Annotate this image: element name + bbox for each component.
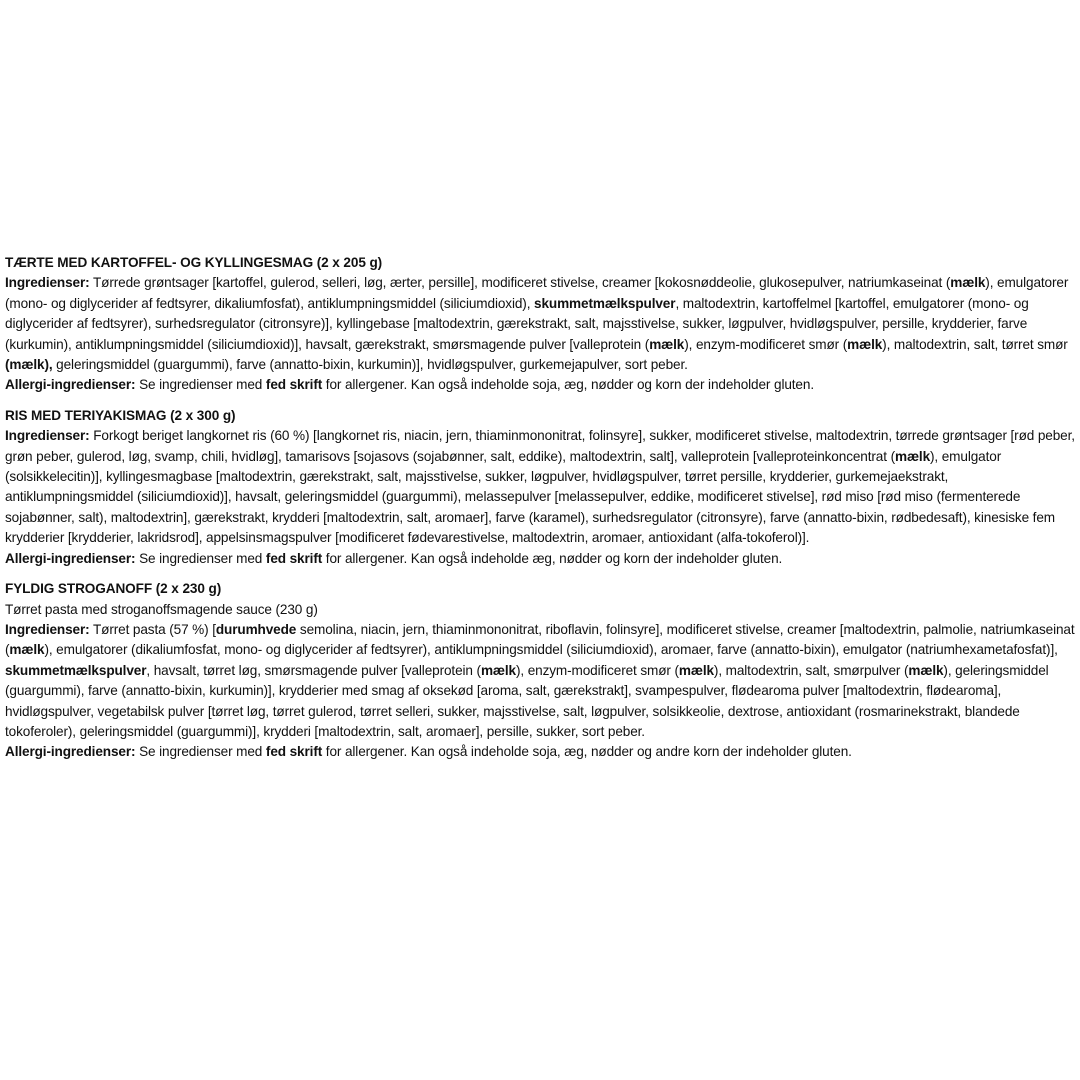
ingredients-label: Ingredienser: <box>5 428 90 444</box>
section-title: FYLDIG STROGANOFF (2 x 230 g) <box>5 581 222 597</box>
ingredients-text <box>5 275 1068 372</box>
text-segment: , maltodextrin, kartoffelmel [kartoffel, emulgatorer (mono- og diglycerider af fedtsyrer), surhedsregulator (citronsyre)], kyllingebase [maltodextrin, gærekstrakt, salt, majsstivelse, sukker, løgpulver, hvidløgspulver, persille, krydderier, farve (kurkumin), antiklumpningsmiddel (siliciumdioxid)], havsalt, gærekstrakt, smørsmagende pulver [valleprotein ( <box>5 295 1029 352</box>
ingredients-document <box>5 253 1075 763</box>
product-section-stroganoff <box>5 579 1075 763</box>
text-segment: ), enzym-modificeret smør ( <box>515 662 679 678</box>
text-segment: for allergener. Kan også indeholde soja, æg, nødder og andre korn der indeholder gluten. <box>322 744 852 760</box>
ingredients-paragraph <box>5 426 1075 548</box>
text-segment: for allergener. Kan også indeholde æg, nødder og korn der indeholder gluten. <box>322 550 783 566</box>
text-segment: ), emulgator (solsikkelecitin)], kyllingesmagbase [maltodextrin, gærekstrakt, salt, majsstivelse, sukker, løgpulver, hvidløgspulver, tørret persille, krydderier, gurkemejaekstrakt, antiklumpningsmiddel (siliciumdioxid)], havsalt, geleringsmiddel (guargummi), melassepulver [melassepulver, eddike, modificeret stivelse], rød miso [rød miso (fermenterede sojabønner, salt), maltodextrin], gærekstrakt, krydderi [maltodextrin, salt, aromaer], farve (karamel), surhedsregulator (citronsyre), farve (annatto-bixin, rødbedesaft), kinesiske fem krydderier [krydderier, lakridsrod], appelsinsmagspulver [modificeret fødevarestivelse, maltodextrin, aromaer, antioxidant (alfa-tokoferol)]. <box>5 448 1055 546</box>
allergen-paragraph <box>5 549 1075 569</box>
ingredients-text <box>5 428 1075 545</box>
ingredients-label: Ingredienser: <box>5 621 90 637</box>
allergen-text <box>135 377 814 392</box>
text-segment: Se ingredienser med <box>135 550 266 566</box>
allergen-highlight: mælk <box>894 448 931 464</box>
allergen-label: Allergi-ingredienser: <box>5 377 136 393</box>
text-segment: , havsalt, tørret løg, smørsmagende pulver [valleprotein ( <box>146 662 481 678</box>
text-segment: Se ingredienser med <box>135 744 266 760</box>
allergen-highlight: mælk <box>847 336 883 352</box>
ingredients-label: Ingredienser: <box>5 275 90 291</box>
allergen-paragraph <box>5 375 1075 395</box>
text-segment: ), geleringsmiddel (guargummi), farve (annatto-bixin, kurkumin)], krydderier med smag af oksekød [aroma, salt, gærekstrakt], svampespulver, flødearoma pulver [maltodextrin, flødearoma], hvidløgspulver, vegetabilsk pulver [tørret løg, tørret gulerod, tørret selleri, sukker, majsstivelse, salt, løgpulver, solsikkeolie, dextrose, antioxidant (rosmarinekstrakt, blandede tokoferoler), geleringsmiddel (guargummi)], krydderi [maltodextrin, salt, aromaer], persille, sukker, sort peber. <box>5 662 1049 739</box>
text-segment: ), maltodextrin, salt, smørpulver ( <box>713 662 909 678</box>
allergen-highlight: durumhvede <box>215 621 297 637</box>
allergen-highlight: fed skrift <box>265 377 323 393</box>
text-segment: ), emulgatorer (mono- og diglycerider af fedtsyrer, dikaliumfosfat), antiklumpningsmiddel (siliciumdioxid), <box>5 275 1069 311</box>
text-segment: for allergener. Kan også indeholde soja, æg, nødder og korn der indeholder gluten. <box>322 377 814 393</box>
allergen-highlight: mælk <box>678 662 714 678</box>
ingredients-text <box>5 622 1075 739</box>
allergen-highlight: skummetmælkspulver <box>534 295 676 311</box>
allergen-highlight: mælk <box>950 275 986 291</box>
text-segment: geleringsmiddel (guargummi), farve (annatto-bixin, kurkumin)], hvidløgspulver, gurkemejapulver, sort peber. <box>52 357 688 373</box>
text-segment: ), maltodextrin, salt, tørret smør <box>882 336 1068 352</box>
section-title: RIS MED TERIYAKISMAG (2 x 300 g) <box>5 407 236 423</box>
text-segment: Forkogt beriget langkornet ris (60 %) [langkornet ris, niacin, jern, thiaminmononitrat, folinsyre], sukker, modificeret stivelse, maltodextrin, tørrede grøntsager [rød peber, grøn peber, gulerod, løg, svamp, chili, hvidløg], tamarisovs [sojasovs (sojabønner, salt, eddike), maltodextrin, salt], valleprotein [valleproteinkoncentrat ( <box>5 428 1075 464</box>
ingredients-paragraph <box>5 620 1075 742</box>
text-segment: Se ingredienser med <box>135 377 266 393</box>
allergen-highlight: (mælk), <box>5 357 53 373</box>
allergen-highlight: mælk <box>9 642 45 658</box>
allergen-label: Allergi-ingredienser: <box>5 550 136 566</box>
allergen-text <box>135 551 782 566</box>
allergen-text <box>135 744 851 759</box>
text-segment: ), emulgatorer (dikaliumfosfat, mono- og diglycerider af fedtsyrer), antiklumpningsmiddel (siliciumdioxid), aromaer, farve (annatto-bixin), emulgator (natriumhexametafosfat)], <box>44 642 1058 658</box>
allergen-highlight: mælk <box>480 662 516 678</box>
allergen-highlight: mælk <box>649 336 685 352</box>
text-segment: Tørrede grøntsager [kartoffel, gulerod, selleri, løg, ærter, persille], modificeret stivelse, creamer [kokosnøddeolie, glukosepulver, natriumkaseinat ( <box>89 275 951 291</box>
text-segment: ), enzym-modificeret smør ( <box>684 336 848 352</box>
ingredients-paragraph <box>5 273 1075 375</box>
allergen-highlight: mælk <box>908 662 944 678</box>
text-segment: semolina, niacin, jern, thiaminmononitrat, riboflavin, folinsyre], modificeret stivelse, creamer [maltodextrin, palmolie, natriumkaseinat ( <box>5 621 1075 658</box>
product-section-tart <box>5 253 1075 396</box>
text-segment: Tørret pasta (57 %) [ <box>89 621 216 637</box>
allergen-label: Allergi-ingredienser: <box>5 744 136 760</box>
section-subtitle: Tørret pasta med stroganoffsmagende sauce (230 g) <box>5 601 318 617</box>
allergen-highlight: fed skrift <box>265 744 323 760</box>
allergen-highlight: skummetmælkspulver <box>5 662 147 678</box>
allergen-highlight: fed skrift <box>265 550 323 566</box>
allergen-paragraph <box>5 742 1075 762</box>
product-section-rice <box>5 406 1075 569</box>
section-title: TÆRTE MED KARTOFFEL- OG KYLLINGESMAG (2 x 205 g) <box>5 255 383 270</box>
